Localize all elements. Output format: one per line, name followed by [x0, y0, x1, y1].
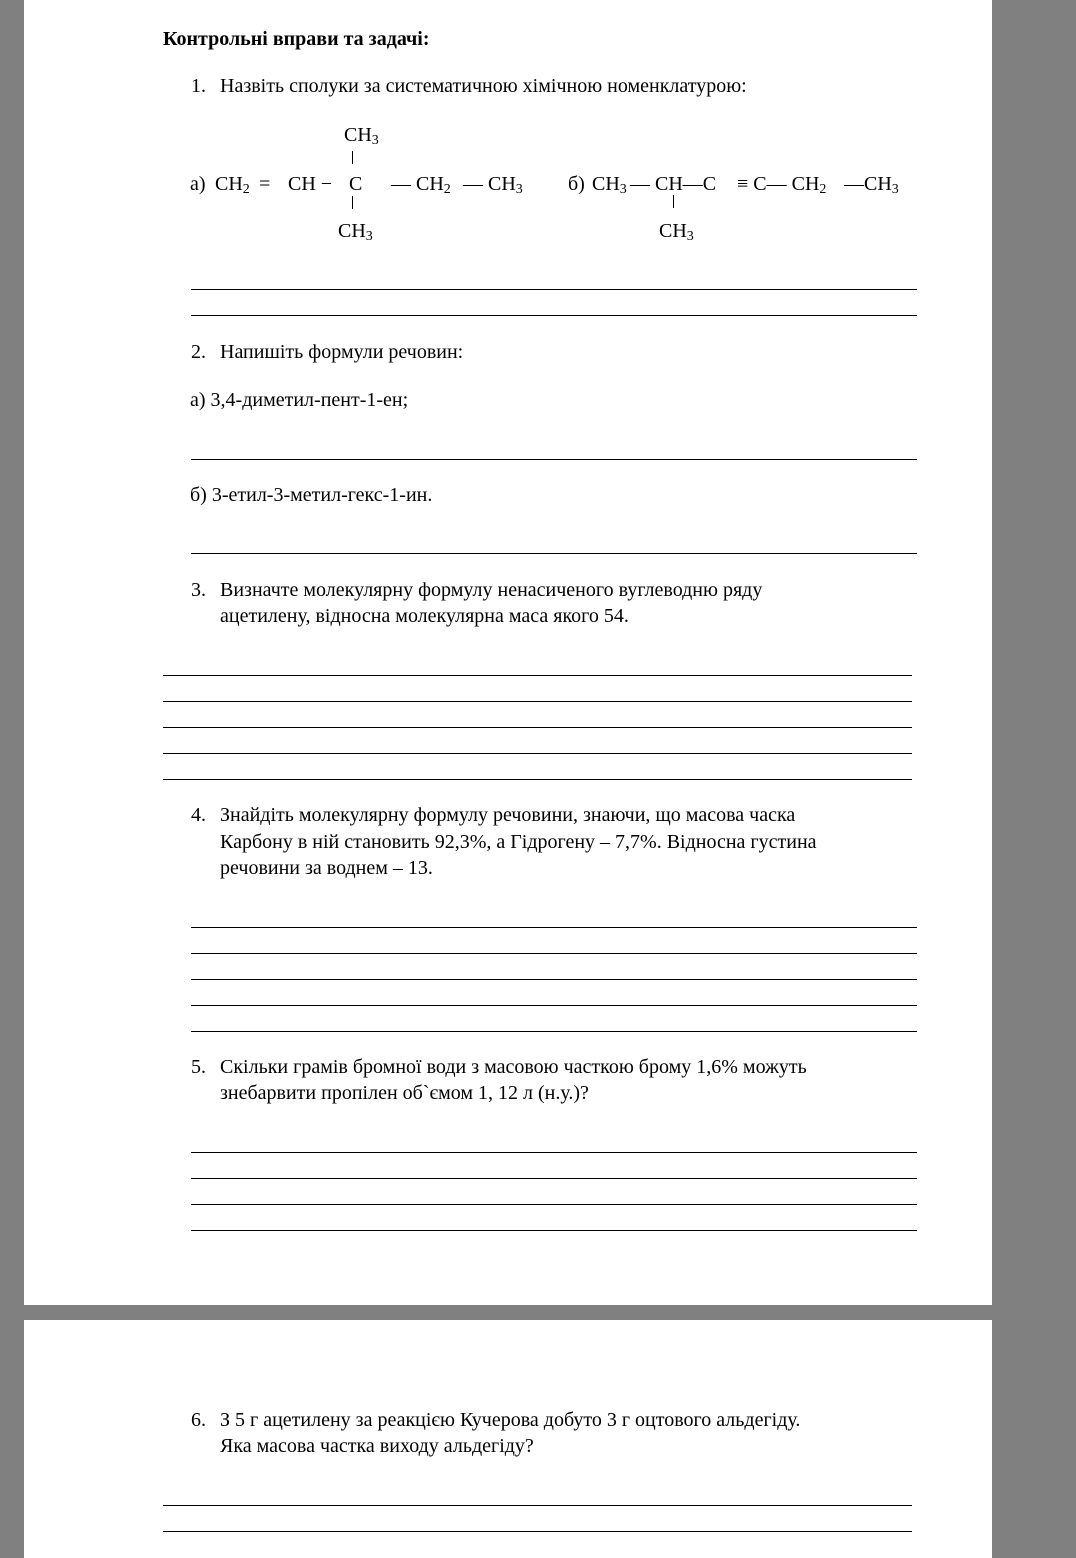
- answer-line: [191, 1230, 917, 1231]
- answer-line: [163, 1505, 912, 1506]
- formula-a-bottom-substituent: $CH_3$: [338, 220, 373, 244]
- answer-line: [163, 1531, 912, 1532]
- formula-b-label: б): [568, 173, 585, 195]
- formula-a-top-substituent: $CH_3$: [344, 124, 379, 148]
- answer-line: [163, 779, 912, 780]
- q6-number: 6.: [191, 1409, 206, 1431]
- q1-number: 1.: [191, 75, 206, 97]
- q3-number: 3.: [191, 579, 206, 601]
- q3-line-1: Визначте молекулярну формулу ненасиченого вуглеводню ряду: [220, 579, 763, 601]
- q5-number: 5.: [191, 1056, 206, 1078]
- q3-line-2: ацетилену, відносна молекулярна маса якого 54.: [220, 605, 629, 627]
- answer-line: [191, 1031, 917, 1032]
- q4-number: 4.: [191, 804, 206, 826]
- formula-b-ch3-first: $CH_3$: [592, 173, 627, 197]
- worksheet-page-2: [24, 1320, 992, 1558]
- answer-line: [191, 953, 917, 954]
- answer-line: [191, 553, 917, 554]
- formula-b-ch-c: — CH—C: [630, 173, 717, 195]
- q2-item-b: б) 3-етил-3-метил-гекс-1-ин.: [190, 484, 433, 506]
- formula-a-ch2-first: $CH_2$: [215, 173, 250, 197]
- answer-line: [191, 1152, 917, 1153]
- answer-line: [191, 927, 917, 928]
- q5-line-2: знебарвити пропілен об`ємом 1, 12 л (н.у.)?: [220, 1082, 589, 1104]
- answer-line: [191, 315, 917, 316]
- answer-line: [163, 675, 912, 676]
- formula-b-ch3-end: $—CH_3$: [844, 173, 899, 197]
- answer-line: [191, 1178, 917, 1179]
- answer-line: [163, 701, 912, 702]
- formula-b-bottom-substituent: $CH_3$: [659, 220, 694, 244]
- q4-line-3: речовини за воднем – 13.: [220, 857, 433, 879]
- q1-text: Назвіть сполуки за систематичною хімічною номенклатурою:: [220, 75, 747, 97]
- q4-line-2: Карбону в ній становить 92,3%, а Гідрогену – 7,7%. Відносна густина: [220, 831, 817, 853]
- formula-a-top-bond: [352, 151, 353, 164]
- formula-a-label: а): [190, 173, 206, 195]
- q5-line-1: Скільки грамів бромної води з масовою часткою брому 1,6% можуть: [220, 1056, 807, 1078]
- formula-a-bottom-bond: [352, 196, 353, 209]
- answer-line: [163, 727, 912, 728]
- formula-a-ch3-end: — $CH_3$: [463, 173, 523, 197]
- q2-item-a: а) 3,4-диметил-пент-1-ен;: [190, 389, 409, 411]
- formula-b-bottom-bond: [673, 195, 674, 208]
- q4-line-1: Знайдіть молекулярну формулу речовини, знаючи, що масова часка: [220, 804, 796, 826]
- answer-line: [191, 459, 917, 460]
- answer-line: [163, 753, 912, 754]
- q2-number: 2.: [191, 341, 206, 363]
- formula-a-ch2-second: — $CH_2$: [391, 173, 451, 197]
- worksheet-heading: Контрольні вправи та задачі:: [163, 28, 430, 50]
- formula-a-carbon: C: [349, 173, 363, 195]
- formula-b-triple-bond: ≡ C— $CH_2$: [737, 173, 827, 197]
- q6-line-2: Яка масова частка виходу альдегіду?: [220, 1435, 534, 1457]
- answer-line: [191, 979, 917, 980]
- answer-line: [191, 289, 917, 290]
- q6-line-1: З 5 г ацетилену за реакцією Кучерова добуто 3 г оцтового альдегіду.: [220, 1409, 801, 1431]
- q2-text: Напишіть формули речовин:: [220, 341, 464, 363]
- formula-a-double-bond: =: [259, 173, 271, 195]
- formula-a-ch: CH −: [288, 173, 333, 195]
- worksheet-page-1: [24, 0, 992, 1305]
- answer-line: [191, 1204, 917, 1205]
- answer-line: [191, 1005, 917, 1006]
